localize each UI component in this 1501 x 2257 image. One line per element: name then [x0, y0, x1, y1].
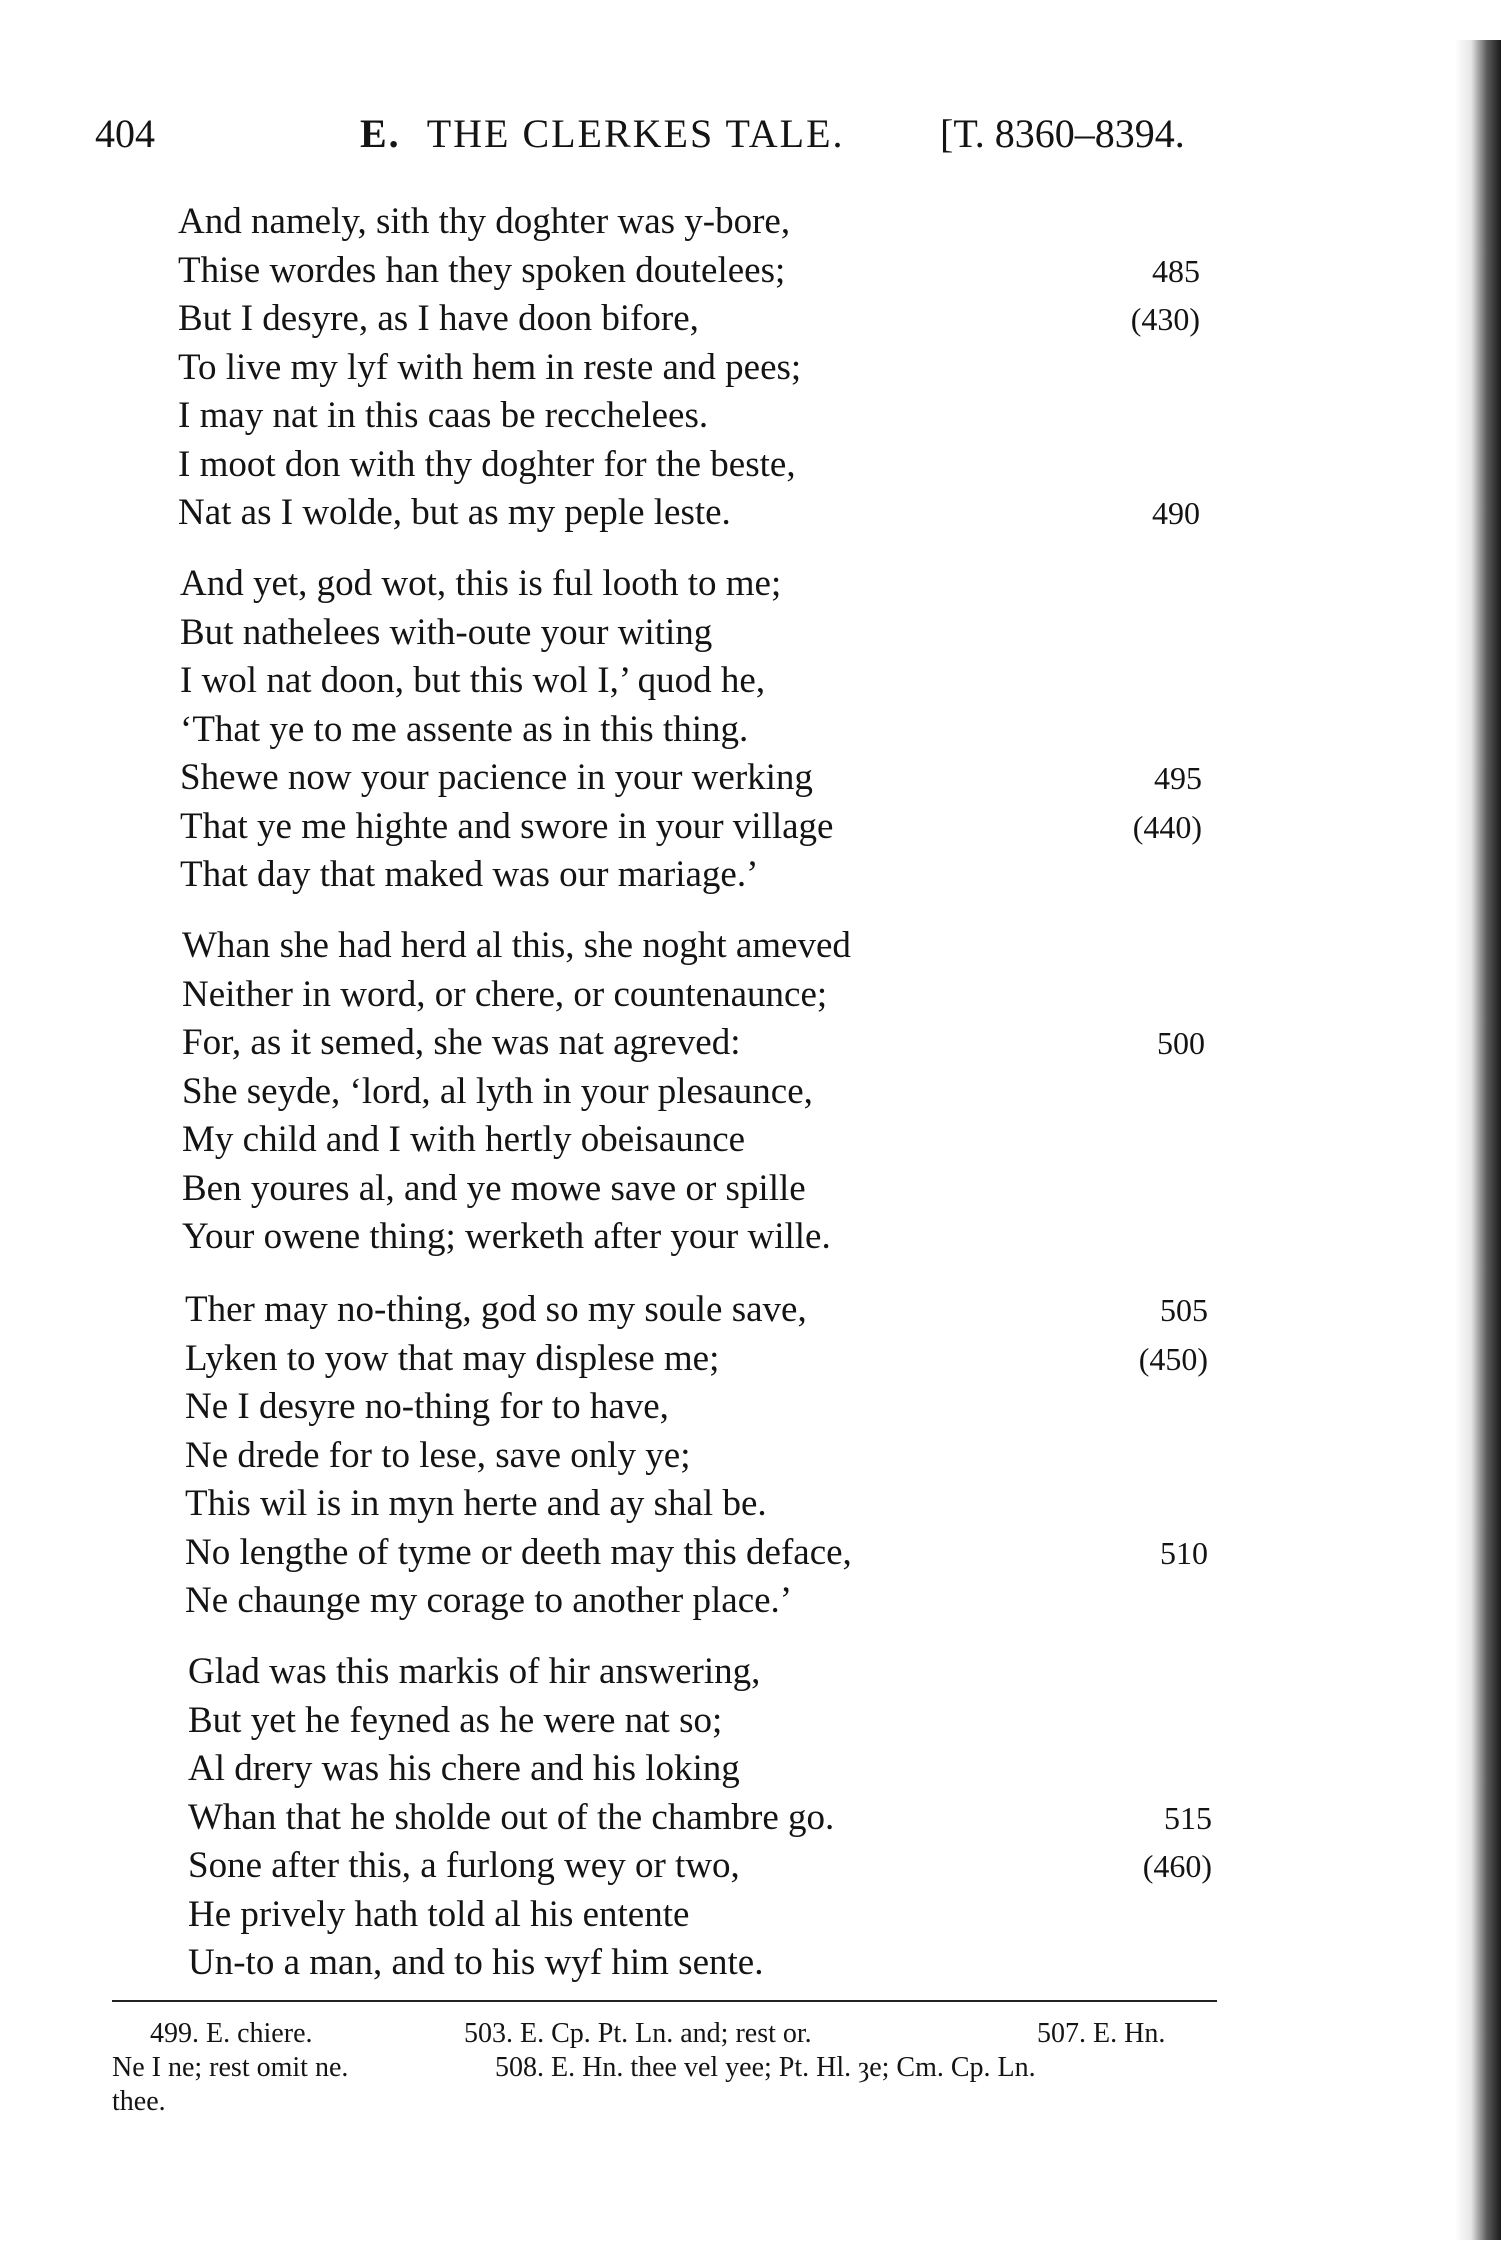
- verse-line: [0, 803, 1501, 852]
- verse-text: Nat as I wolde, but as my peple leste.: [178, 492, 731, 533]
- verse-line: [0, 1116, 1501, 1165]
- line-number: (430): [1130, 301, 1200, 337]
- footnotes: [112, 2017, 1222, 2119]
- verse-line: [0, 609, 1501, 658]
- line-number: 485: [1152, 252, 1200, 289]
- verse-text: ‘That ye to me assente as in this thing.: [180, 708, 749, 750]
- fragment-letter: E.: [360, 111, 401, 156]
- verse-line: [0, 1213, 1501, 1262]
- verse-line: [0, 1794, 1501, 1843]
- verse-line: [0, 198, 1501, 247]
- verse-line: [0, 295, 1501, 344]
- verse-line: [0, 1745, 1501, 1794]
- verse-text: I moot don with thy doghter for the beste,: [178, 443, 796, 485]
- line-number: 515: [1164, 1799, 1212, 1836]
- verse-line: [0, 344, 1501, 393]
- verse-line: [0, 971, 1501, 1020]
- verse-line: [0, 1165, 1501, 1214]
- verse-text: He prively hath told al his entente: [188, 1893, 690, 1935]
- stanza: [0, 1648, 1501, 1988]
- verse-text: To live my lyf with hem in reste and pees;: [178, 346, 802, 388]
- stanza: [0, 922, 1501, 1262]
- verse-text: I may nat in this caas be recchelees.: [178, 395, 709, 436]
- verse-text: Ben youres al, and ye mowe save or spille: [182, 1167, 806, 1209]
- verse-line: [0, 1939, 1501, 1988]
- verse-line: [0, 392, 1501, 441]
- line-number: 495: [1154, 760, 1202, 796]
- verse-line: [0, 489, 1501, 538]
- verse-text: Your owene thing; werketh after your wille.: [182, 1216, 831, 1257]
- verse-text: My child and I with hertly obeisaunce: [182, 1119, 746, 1160]
- verse-line: [0, 1648, 1501, 1697]
- verse-line: [0, 1842, 1501, 1891]
- verse-text: Whan she had herd al this, she noght ameved: [182, 925, 851, 966]
- stanza: [0, 560, 1501, 900]
- verse-line: [0, 754, 1501, 803]
- verse-text: That ye me highte and swore in your village: [180, 805, 834, 847]
- line-number: (450): [1138, 1340, 1208, 1377]
- verse-line: [0, 851, 1501, 900]
- verse-text: But nathelees with-oute your witing: [180, 611, 713, 653]
- footnote-line: [112, 2085, 1222, 2119]
- verse-text: Ne chaunge my corage to another place.’: [185, 1580, 793, 1621]
- verse-line: [0, 657, 1501, 706]
- verse-text: But yet he feyned as he were nat so;: [188, 1699, 723, 1741]
- verse-line: [0, 1697, 1501, 1746]
- footnote-499: 499. E. chiere.: [150, 2018, 313, 2049]
- verse-line: [0, 247, 1501, 296]
- verse-text: Ne I desyre no-thing for to have,: [185, 1386, 669, 1427]
- verse-line: [0, 1019, 1501, 1068]
- verse-text: Ther may no-thing, god so my soule save,: [185, 1289, 807, 1330]
- verse-text: That day that maked was our mariage.’: [180, 854, 759, 895]
- verse-text: Un-to a man, and to his wyf him sente.: [188, 1942, 764, 1983]
- footnote-508: 508. E. Hn. thee vel yee; Pt. Hl. ȝe; Cm. Cp. Ln.: [495, 2052, 1036, 2083]
- verse-text: Glad was this markis of hir answering,: [188, 1651, 761, 1692]
- verse-text: I wol nat doon, but this wol I,’ quod he,: [180, 660, 766, 701]
- line-number: (460): [1142, 1848, 1212, 1884]
- line-number: 490: [1152, 495, 1200, 531]
- footnote-line: [112, 2017, 1222, 2051]
- verse-line: [0, 1529, 1501, 1578]
- verse-line: [0, 1286, 1501, 1335]
- verse-line: [0, 1891, 1501, 1940]
- verse-text: This wil is in myn herte and ay shal be.: [185, 1483, 767, 1524]
- verse-text: No lengthe of tyme or deeth may this deface,: [185, 1531, 852, 1573]
- verse-text: But I desyre, as I have doon bifore,: [178, 298, 699, 339]
- verse-text: Neither in word, or chere, or countenaunce;: [182, 973, 828, 1015]
- verse-text: Thise wordes han they spoken doutelees;: [178, 249, 786, 291]
- page-edge-shadow: [1455, 40, 1501, 2240]
- footnote-507-cont: Ne I ne; rest omit ne.: [112, 2052, 349, 2083]
- footnote-508-cont: thee.: [112, 2086, 166, 2117]
- verse-line: [0, 1335, 1501, 1384]
- stanza: [0, 1286, 1501, 1626]
- verse-text: For, as it semed, she was nat agreved:: [182, 1022, 741, 1063]
- verse-line: [0, 441, 1501, 490]
- line-range: [T. 8360–8394.: [940, 111, 1185, 156]
- running-header: [95, 110, 1205, 160]
- verse-text: And yet, god wot, this is ful looth to me;: [180, 563, 782, 604]
- running-title: [360, 110, 845, 157]
- verse-text: She seyde, ‘lord, al lyth in your plesaunce,: [182, 1070, 813, 1112]
- verse-line: [0, 560, 1501, 609]
- footnote-line: [112, 2051, 1222, 2085]
- footnote-507: 507. E. Hn.: [1037, 2018, 1166, 2049]
- verse-text: Al drery was his chere and his loking: [188, 1748, 740, 1789]
- page-number: 404: [95, 111, 155, 156]
- verse-line: [0, 1383, 1501, 1432]
- verse-text: Ne drede for to lese, save only ye;: [185, 1434, 691, 1476]
- verse-text: Lyken to yow that may displese me;: [185, 1337, 720, 1379]
- verse-text: Whan that he sholde out of the chambre go.: [188, 1796, 835, 1838]
- verse-text: Sone after this, a furlong wey or two,: [188, 1845, 740, 1886]
- footnote-rule: [112, 2000, 1217, 2002]
- verse-line: [0, 1577, 1501, 1626]
- verse-text: Shewe now your pacience in your werking: [180, 757, 813, 798]
- line-number: (440): [1132, 808, 1202, 845]
- tale-title: THE CLERKES TALE.: [426, 111, 845, 156]
- verse-line: [0, 922, 1501, 971]
- verse-text: And namely, sith thy doghter was y-bore,: [178, 201, 791, 242]
- verse-line: [0, 1480, 1501, 1529]
- verse-line: [0, 706, 1501, 755]
- line-number: 500: [1157, 1025, 1205, 1061]
- line-number: 505: [1160, 1292, 1208, 1328]
- stanza: [0, 198, 1501, 538]
- verse-line: [0, 1432, 1501, 1481]
- footnote-503: 503. E. Cp. Pt. Ln. and; rest or.: [464, 2018, 812, 2049]
- line-number: 510: [1160, 1534, 1208, 1571]
- verse-line: [0, 1068, 1501, 1117]
